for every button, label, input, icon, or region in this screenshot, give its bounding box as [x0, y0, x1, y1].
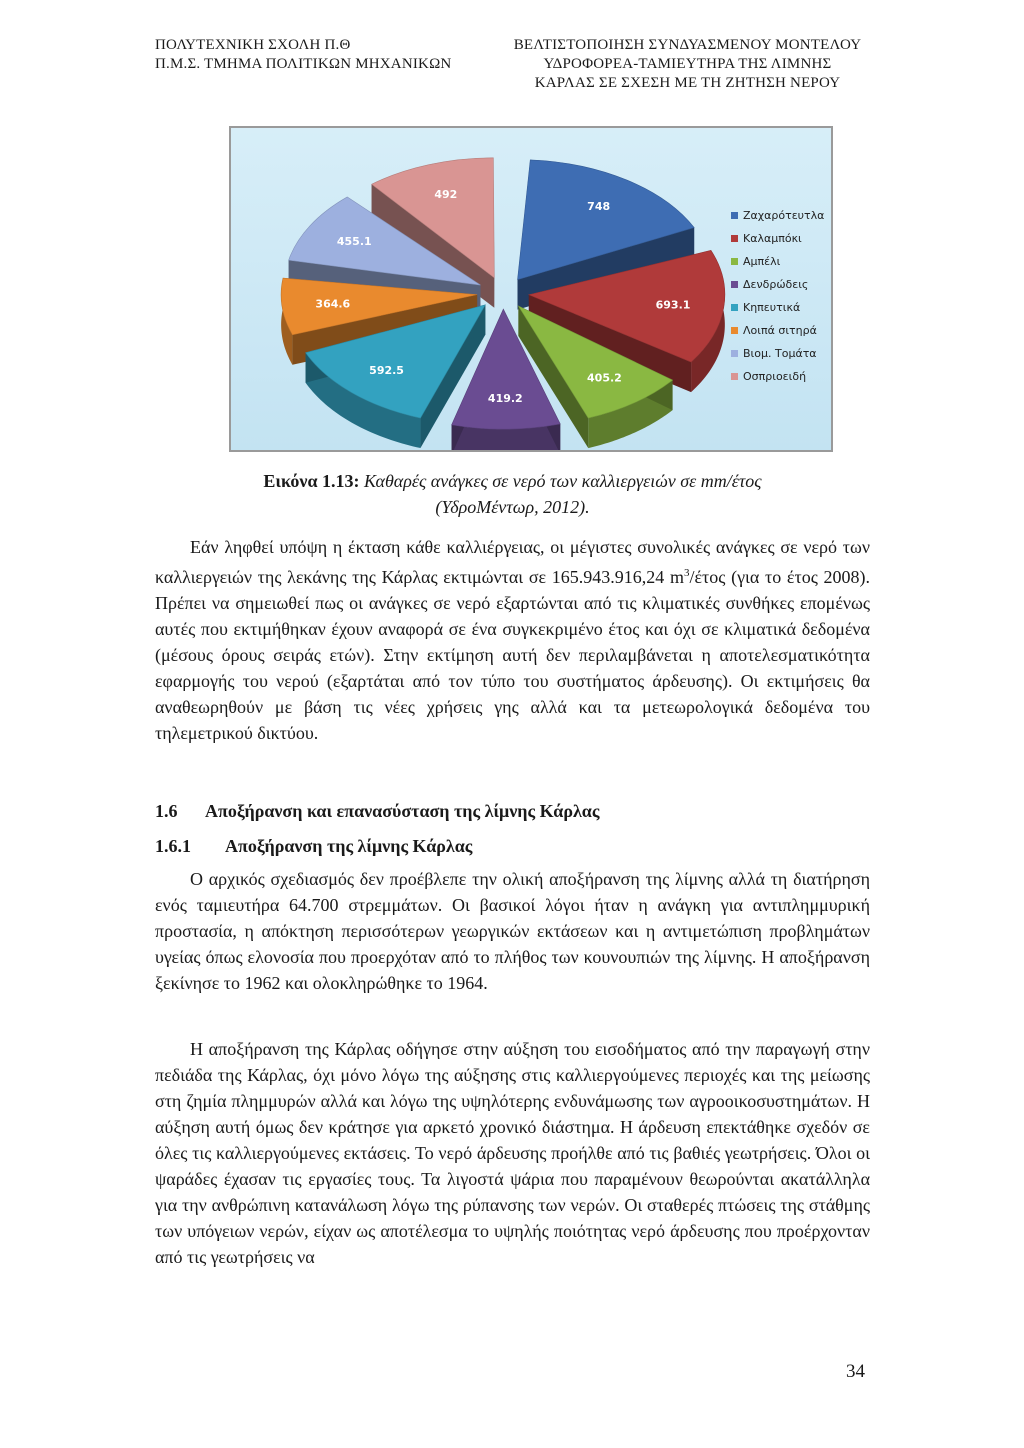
legend-label: Ζαχαρότευτλα: [743, 209, 825, 222]
subsection-title: Αποξήρανση της λίμνης Κάρλας: [225, 836, 473, 856]
header-title-line1: ΒΕΛΤΙΣΤΟΠΟΙΗΣΗ ΣΥΝΔΥΑΣΜΕΝΟΥ ΜΟΝΤΕΛΟΥ: [513, 37, 862, 53]
legend-swatch: [731, 350, 738, 357]
page-number: 34: [846, 1361, 865, 1382]
legend-item-δενδρώδεις: [731, 273, 824, 296]
legend-label: Οσπριοειδή: [743, 370, 807, 383]
data-label-οσπριοειδή: 492: [434, 188, 458, 202]
legend-swatch: [731, 327, 738, 334]
legend-label: Λοιπά σιτηρά: [743, 324, 817, 337]
data-label-κηπευτικά: 592.5: [369, 363, 404, 377]
paragraph-water-needs-part2: /έτος (για το έτος 2008). Πρέπει να σημειωθεί πως οι ανάγκες σε νερό εξαρτώνται από τις κλιματικές συνθήκες επομένως αυτές που εκτιμήθηκαν έχουν αναφορά σε ένα συγκεκριμένο έτος και όχι σε κλιματικά δεδομένα (μέσους όρους σειράς ετών). Στην εκτίμηση αυτή δεν περιλαμβάνεται η αποτελεσματικότητα εφαρμογής του νερού (εξαρτάται από τον τύπο του συστήματος άρδευσης). Οι εκτιμήσεις θα αναθεωρηθούν με βάση τις νέες χρήσεις γης αλλά και τα μετεωρολογικά δεδομένα του τηλεμετρικού δικτύου.: [155, 567, 870, 743]
legend-item-ζαχαρότευτλα: [731, 204, 824, 227]
data-label-καλαμπόκι: 693.1: [655, 298, 691, 312]
caption-label: Εικόνα 1.13:: [263, 471, 360, 491]
section-heading: [155, 801, 599, 822]
legend-label: Βιομ. Τομάτα: [743, 347, 817, 360]
data-label-λοιπά-σιτηρά: 364.6: [315, 297, 351, 311]
superscript-3: 3: [683, 567, 690, 579]
data-label-ζαχαρότευτλα: 748: [587, 200, 611, 214]
paragraph-water-needs: [155, 534, 870, 746]
legend-label: Κηπευτικά: [743, 301, 801, 314]
caption-text-line2: (ΥδροΜέντωρ, 2012).: [435, 497, 590, 517]
legend-label: Καλαμπόκι: [743, 232, 802, 245]
legend-label: Αμπέλι: [743, 255, 781, 268]
legend-item-κηπευτικά: [731, 296, 824, 319]
header-left: [155, 36, 451, 74]
header-right: [505, 36, 870, 93]
legend-item-καλαμπόκι: [731, 227, 824, 250]
paragraph-drainage-plan-text: Ο αρχικός σχεδιασμός δεν προέβλεπε την ολική αποξήρανση της λίμνης αλλά τη διατήρηση ενός ταμιευτήρα 64.700 στρεμμάτων. Οι βασικοί λόγοι ήταν η ανάγκη για αντιπλημμυρική προστασία, η απόκτηση περισσότερων γεωργικών εκτάσεων και η αντιμετώπιση προβλημάτων υγείας όπως ελονοσία που προερχόταν από το πλήθος των κουνουπιών της λίμνης. Η αποξήρανση ξεκίνησε το 1962 και ολοκληρώθηκε το 1964.: [155, 869, 870, 993]
header-department: Π.Μ.Σ. ΤΜΗΜΑ ΠΟΛΙΤΙΚΩΝ ΜΗΧΑΝΙΚΩΝ: [155, 56, 452, 72]
legend-swatch: [731, 212, 738, 219]
legend-swatch: [731, 258, 738, 265]
paragraph-drainage-plan: [155, 866, 870, 996]
paragraph-water-needs-part1: Εάν ληφθεί υπόψη η έκταση κάθε καλλιέργειας, οι μέγιστες συνολικές ανάγκες σε νερό των καλλιεργειών της λεκάνης της Κάρλας εκτιμώνται σε 165.943.916,24 m: [155, 537, 870, 587]
legend-item-βιομ-τομάτα: [731, 342, 824, 365]
legend-swatch: [731, 304, 738, 311]
pie-chart-figure: [229, 126, 833, 452]
legend-swatch: [731, 281, 738, 288]
paragraph-drainage-effects-text: Η αποξήρανση της Κάρλας οδήγησε στην αύξηση του εισοδήματος από την παραγωγή στην πεδιάδα της Κάρλας, όχι μόνο λόγω της αύξησης στις καλλιεργούμενες περιοχές και της μείωσης στη ζημία πλημμυρών αλλά και λόγω της υψηλότερης ενδυνάμωσης των αγροοικοσυστημάτων. Η αύξηση αυτή όμως δεν κράτησε για αρκετό χρονικό διάστημα. Η άρδευση επεκτάθηκε σχεδόν σε όλες τις καλλιεργούμενες εκτάσεις. Το νερό άρδευσης προήλθε από τις βαθιές γεωτρήσεις. Όλοι οι ψαράδες έχασαν τις εργασίες τους. Τα λιγοστά ψάρια που παραμένουν θεωρούνται ακατάλληλα για την ανθρώπινη κατανάλωση λόγω της ρύπανσης των νερών. Οι σταθερές πτώσεις της στάθμης των υπόγειων νερών, είχαν ως αποτέλεσμα το υψηλής ποιότητας νερό άρδευσης που προέρχονταν από τις γεωτρήσεις να: [155, 1039, 870, 1267]
legend-swatch: [731, 235, 738, 242]
paragraph-drainage-effects: [155, 1036, 870, 1270]
data-label-αμπέλι: 405.2: [587, 371, 622, 385]
figure-caption: [155, 468, 870, 520]
section-number: 1.6: [155, 801, 178, 821]
caption-text-line1: Καθαρές ανάγκες σε νερό των καλλιεργειών σε mm/έτος: [364, 471, 762, 491]
legend-swatch: [731, 373, 738, 380]
legend-label: Δενδρώδεις: [743, 278, 809, 291]
header-school: ΠΟΛΥΤΕΧΝΙΚΗ ΣΧΟΛΗ Π.Θ: [155, 37, 351, 53]
legend-item-οσπριοειδή: [731, 365, 824, 388]
subsection-heading: [155, 836, 472, 857]
header-title-line3: ΚΑΡΛΑΣ ΣΕ ΣΧΕΣΗ ΜΕ ΤΗ ΖΗΤΗΣΗ ΝΕΡΟΥ: [534, 75, 841, 91]
header-title-line2: ΥΔΡΟΦΟΡΕΑ-ΤΑΜΙΕΥΤΗΡΑ ΤΗΣ ΛΙΜΝΗΣ: [543, 56, 832, 72]
chart-legend: [731, 204, 824, 388]
legend-item-λοιπά-σιτηρά: [731, 319, 824, 342]
data-label-βιομ-τομάτα: 455.1: [336, 235, 372, 249]
subsection-number: 1.6.1: [155, 836, 191, 856]
data-label-δενδρώδεις: 419.2: [487, 391, 523, 405]
legend-item-αμπέλι: [731, 250, 824, 273]
section-title: Αποξήρανση και επανασύσταση της λίμνης Κάρλας: [205, 801, 600, 821]
